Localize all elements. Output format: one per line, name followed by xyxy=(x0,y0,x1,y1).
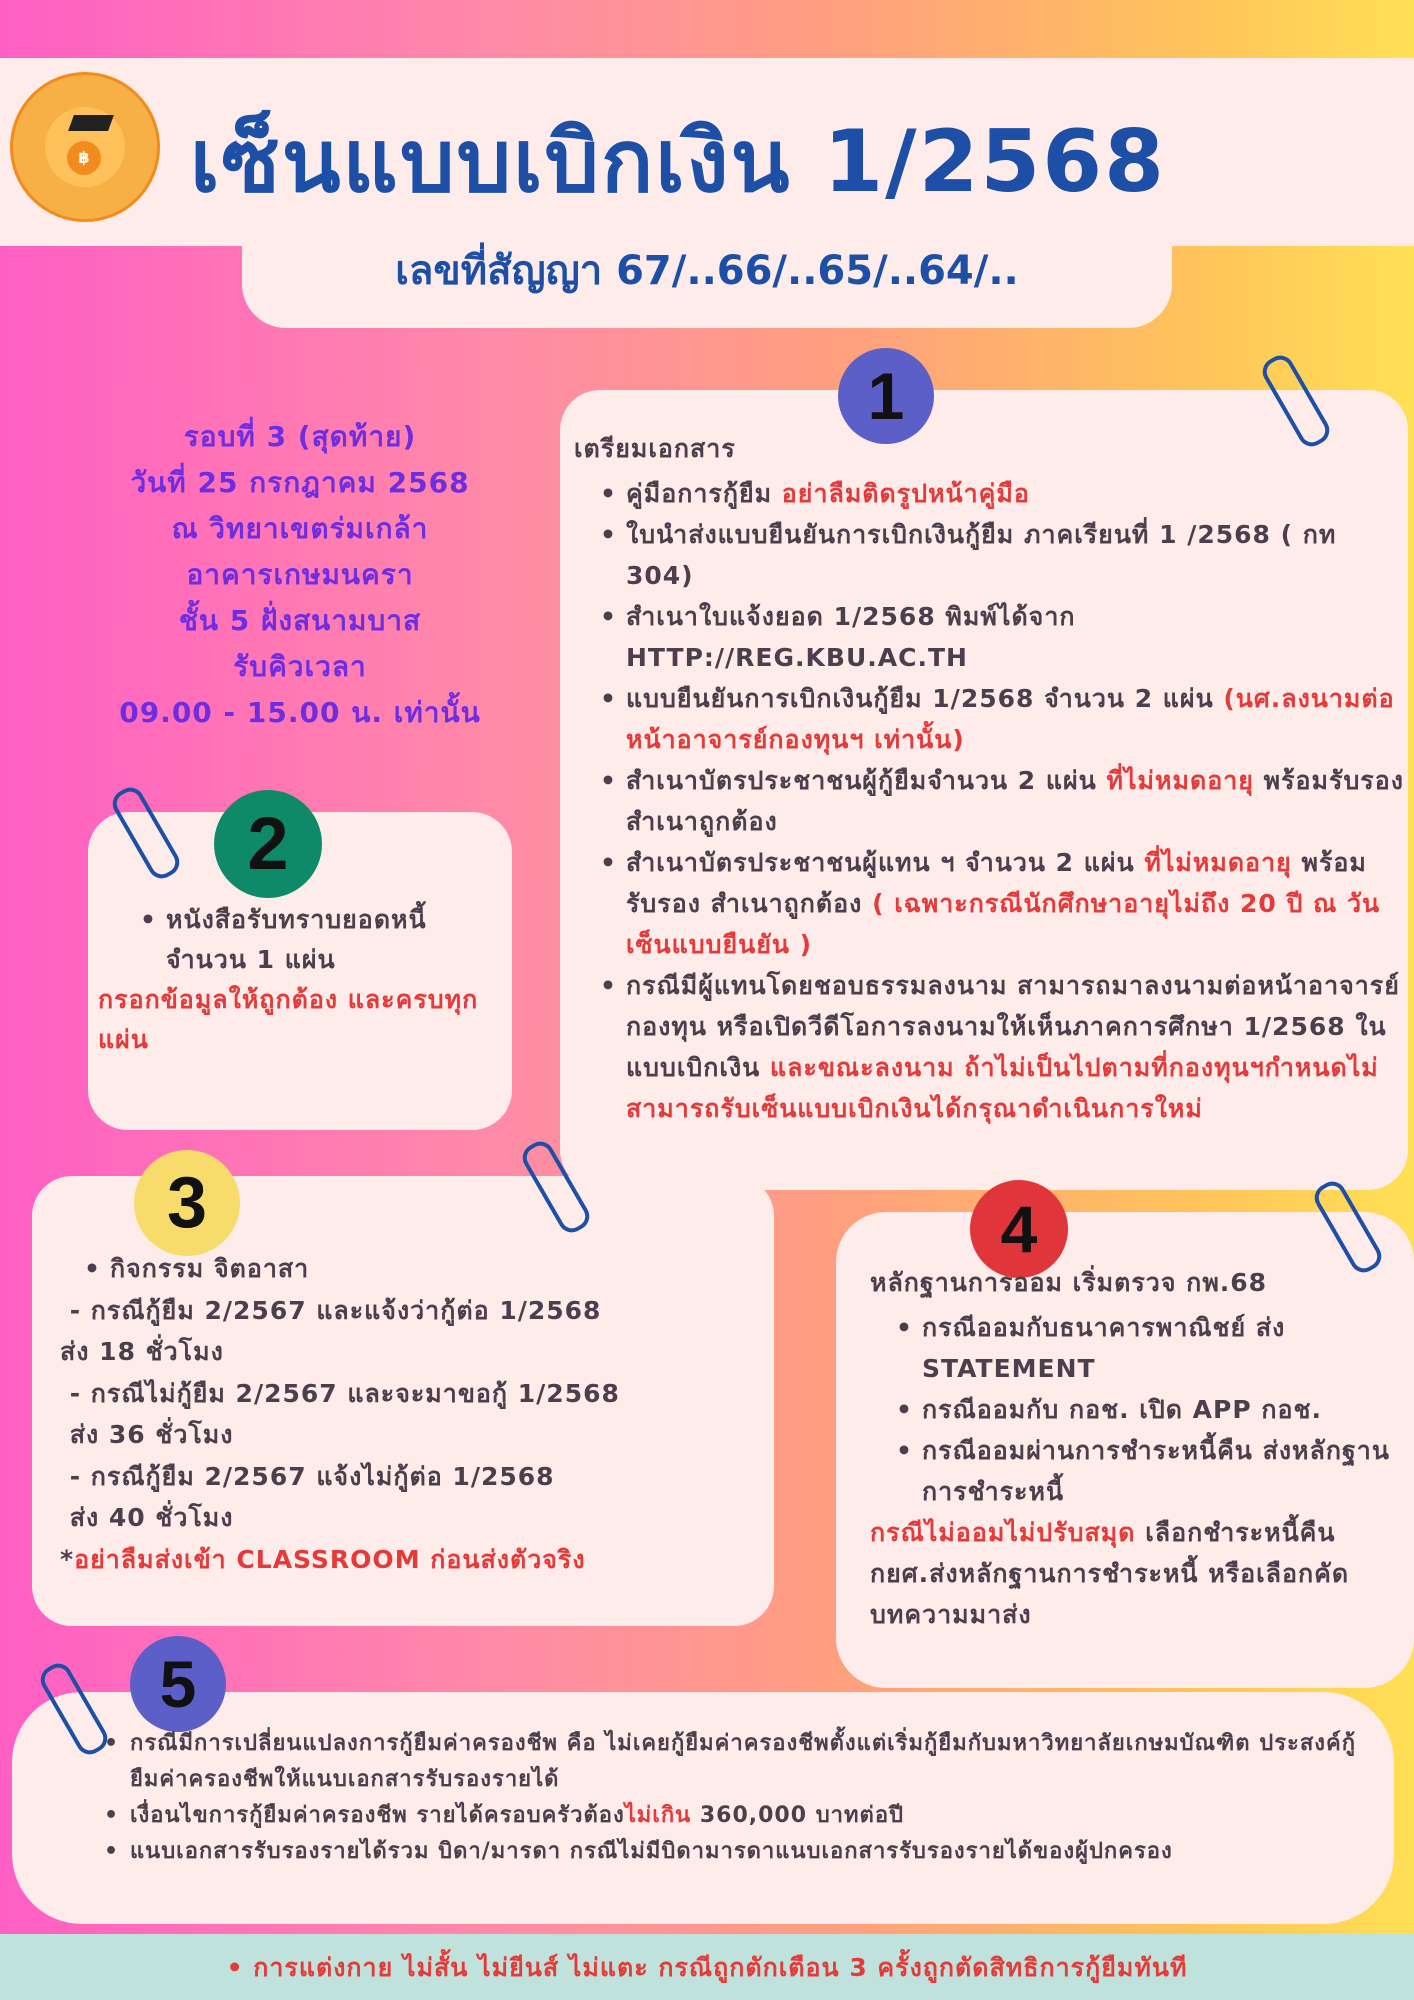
section-2-note: กรอกข้อมูลให้ถูกต้อง และครบทุกแผ่น xyxy=(98,985,479,1054)
list-item: • กิจกรรม จิตอาสา xyxy=(80,1248,760,1290)
section-3-line: - กรณีกู้ยืม 2/2567 และแจ้งว่ากู้ต่อ 1/2568 xyxy=(60,1295,602,1325)
list-item: • กรณีออมกับธนาคารพาณิชย์ ส่ง STATEMENT xyxy=(892,1307,1406,1389)
round-info xyxy=(50,414,550,736)
kasem-bundit-logo xyxy=(10,72,160,222)
round-line: อาคารเกษมนครา xyxy=(186,558,414,591)
round-line: รับคิวเวลา xyxy=(233,650,367,683)
list-item: • สำเนาบัตรประชาชนผู้แทน ฯ จำนวน 2 แผ่น ที่ไม่หมดอายุ พร้อมรับรอง สำเนาถูกต้อง ( เฉพาะกรณีนักศึกษาอายุไม่ถึง 20 ปี ณ วันเซ็นแบบยืนยัน ) xyxy=(596,842,1404,965)
section-3-note: *อย่าลืมส่งเข้า CLASSROOM ก่อนส่งตัวจริง xyxy=(60,1544,586,1574)
section-1-heading: เตรียมเอกสาร xyxy=(574,434,736,463)
section-4-content xyxy=(870,1262,1406,1635)
list-item: • กรณีออมผ่านการชำระหนี้คืน ส่งหลักฐานการชำระหนี้ xyxy=(892,1430,1406,1512)
section-3-line: ส่ง 36 ชั่วโมง xyxy=(60,1420,234,1449)
list-item: • สำเนาใบแจ้งยอด 1/2568 พิมพ์ได้จาก HTTP://REG.KBU.AC.TH xyxy=(596,596,1404,678)
section-1-number-badge: 1 xyxy=(838,348,934,444)
list-item: • แบบยืนยันการเบิกเงินกู้ยืม 1/2568 จำนวน 2 แผ่น (นศ.ลงนามต่อหน้าอาจารย์กองทุนฯ เท่านั้น) xyxy=(596,678,1404,760)
section-5-content xyxy=(100,1726,1380,1870)
contract-number-subtitle: เลขที่สัญญา 67/..66/..65/..64/.. xyxy=(395,248,1019,294)
list-item: • กรณีมีการเปลี่ยนแปลงการกู้ยืมค่าครองชีพ คือ ไม่เคยกู้ยืมค่าครองชีพตั้งแต่เริ่มกู้ยืมกับมหาวิทยาลัยเกษมบัณฑิต ประสงค์กู้ยืมค่าครองชีพให้แนบเอกสารรับรองรายได้ xyxy=(100,1726,1380,1798)
list-item: • คู่มือการกู้ยืม อย่าลืมติดรูปหน้าคู่มือ xyxy=(596,473,1404,514)
list-item: • กรณีมีผู้แทนโดยชอบธรรมลงนาม สามารถมาลงนามต่อหน้าอาจารย์กองทุน หรือเปิดวีดีโอการลงนามให้เห็นภาคการศึกษา 1/2568 ในแบบเบิกเงิน และขณะลงนาม ถ้าไม่เป็นไปตามที่กองทุนฯกำหนดไม่สามารถรับเซ็นแบบเบิกเงินได้กรุณาดำเนินการใหม่ xyxy=(596,965,1404,1129)
round-line: 09.00 - 15.00 น. เท่านั้น xyxy=(119,696,481,729)
list-item: • กรณีออมกับ กอช. เปิด APP กอช. xyxy=(892,1389,1406,1430)
round-line: วันที่ 25 กรกฎาคม 2568 xyxy=(130,466,470,499)
list-item: • หนังสือรับทราบยอดหนี้ จำนวน 1 แผ่น xyxy=(136,900,498,980)
round-line: รอบที่ 3 (สุดท้าย) xyxy=(183,420,417,453)
baht-coin-icon: ฿ xyxy=(67,141,101,175)
section-2-content xyxy=(98,900,498,1060)
section-4-heading: หลักฐานการออม เริ่มตรวจ กพ.68 xyxy=(870,1268,1268,1297)
section-4-note: กรณีไม่ออมไม่ปรับสมุด เลือกชำระหนี้คืน กยศ.ส่งหลักฐานการชำระหนี้ หรือเลือกคัดบทความมาส่ง xyxy=(870,1518,1350,1629)
section-3-line: ส่ง 18 ชั่วโมง xyxy=(60,1337,224,1366)
graduation-cap-icon xyxy=(68,115,114,131)
section-3-line: - กรณีไม่กู้ยืม 2/2567 และจะมาขอกู้ 1/2568 xyxy=(60,1378,620,1408)
section-3-line: ส่ง 40 ชั่วโมง xyxy=(60,1503,234,1532)
section-3-number-badge: 3 xyxy=(134,1150,240,1256)
list-item: • เงื่อนไขการกู้ยืมค่าครองชีพ รายได้ครอบครัวต้องไม่เกิน 360,000 บาทต่อปี xyxy=(100,1798,1380,1834)
list-item: • สำเนาบัตรประชาชนผู้กู้ยืมจำนวน 2 แผ่น ที่ไม่หมดอายุ พร้อมรับรอง สำเนาถูกต้อง xyxy=(596,760,1404,842)
list-item: • ใบนำส่งแบบยืนยันการเบิกเงินกู้ยืม ภาคเรียนที่ 1 /2568 ( กท 304) xyxy=(596,514,1404,596)
round-line: ณ วิทยาเขตร่มเกล้า xyxy=(171,512,429,545)
section-5-number-badge: 5 xyxy=(130,1636,226,1732)
section-3-content xyxy=(60,1248,760,1580)
round-line: ชั้น 5 ฝั่งสนามบาส xyxy=(178,604,422,637)
section-2-number-badge: 2 xyxy=(214,790,322,898)
list-item: • แนบเอกสารรับรองรายได้รวม บิดา/มารดา กรณีไม่มีบิดามารดาแนบเอกสารรับรองรายได้ของผู้ปกครอง xyxy=(100,1834,1380,1870)
footer-notice: • การแต่งกาย ไม่สั้น ไม่ยีนส์ ไม่แตะ กรณีถูกตักเตือน 3 ครั้งถูกตัดสิทธิการกู้ยืมทันที xyxy=(226,1953,1188,1982)
section-4-number-badge: 4 xyxy=(970,1180,1068,1278)
section-3-line: - กรณีกู้ยืม 2/2567 แจ้งไม่กู้ต่อ 1/2568 xyxy=(60,1461,555,1491)
section-1-content xyxy=(574,428,1404,1129)
page-title: เซ็นแบบเบิกเงิน 1/2568 xyxy=(190,112,1166,212)
